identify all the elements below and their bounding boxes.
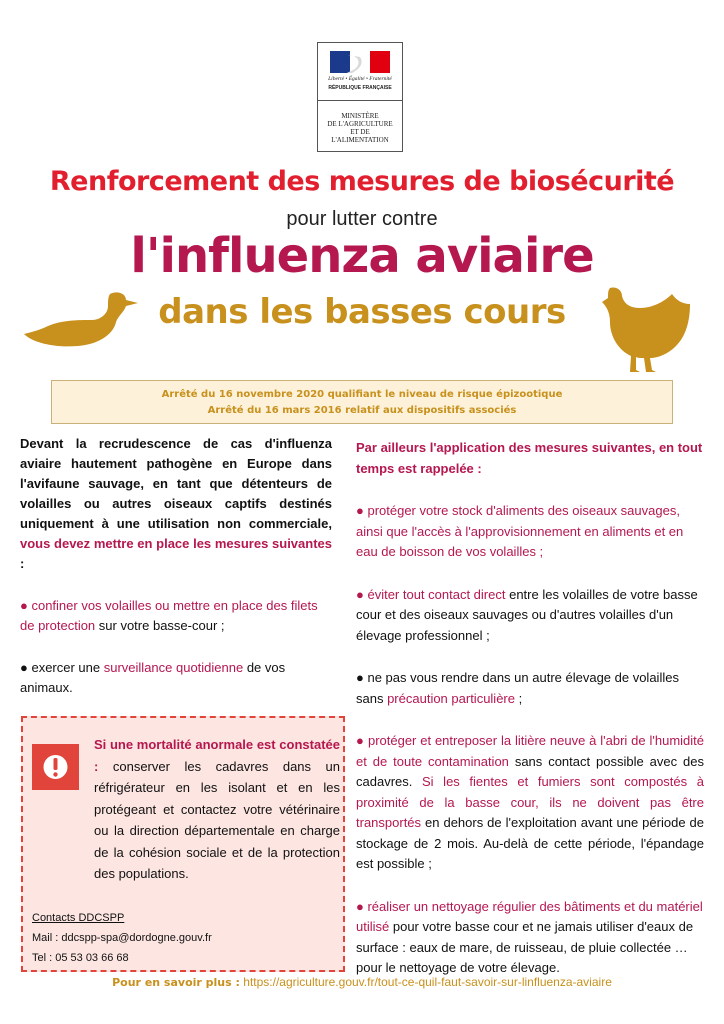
left-intro-highlight: vous devez mettre en place les mesures suivantes: [20, 536, 332, 551]
contacts-title: Contacts DDCSPP: [32, 912, 125, 924]
right-item-3: [356, 668, 704, 709]
hen-icon: [600, 286, 692, 374]
decree-line-1: Arrêté du 16 novembre 2020 qualifiant le niveau de risque épizootique: [161, 389, 563, 400]
right-item-4-text-2: en dehors de l'exploitation avant une période de stockage de 2 mois. Au-delà de cette période, l'épandage est possible ;: [356, 815, 704, 871]
title-subtitle: pour lutter contre: [286, 208, 438, 230]
ministry-logo: [317, 42, 403, 152]
decree-line-2: Arrêté du 16 mars 2016 relatif aux dispositifs associés: [207, 405, 517, 416]
right-intro: Par ailleurs l'application des mesures suivantes, en tout temps est rappelée :: [356, 440, 703, 476]
alert-title: Si une mortalité anormale est constatée :: [94, 737, 340, 774]
right-column: [356, 438, 704, 1001]
title-backyards: dans les basses cours: [158, 292, 566, 332]
left-item-2-text: ● exercer une: [20, 660, 104, 675]
ministry-name: [318, 101, 402, 144]
right-item-4: [356, 731, 704, 875]
decree-box: [51, 380, 673, 424]
footer-label: Pour en savoir plus :: [112, 976, 240, 989]
left-item-1: [20, 596, 332, 636]
ministry-line: ET DE: [350, 128, 370, 136]
footer: [0, 975, 724, 989]
right-item-5-text: pour votre basse cour et ne jamais utiliser d'eaux de surface : eaux de mare, de ruisseau, de pluie collectée … pour le nettoyage de votre élevage.: [356, 919, 694, 975]
right-item-5: [356, 897, 704, 979]
right-item-3-highlight: précaution particulière: [387, 690, 515, 706]
title-influenza: l'influenza aviaire: [130, 228, 594, 284]
right-item-3-end: ;: [514, 690, 523, 706]
alert-text: [94, 734, 340, 885]
left-item-2-highlight: surveillance quotidienne: [103, 660, 244, 675]
exclamation-icon: [32, 744, 79, 790]
right-item-4-text-1: sans contact possible avec des cadavres.: [356, 753, 704, 789]
ministry-line: DE L'AGRICULTURE: [327, 120, 393, 128]
marianne-block: [318, 43, 402, 101]
ministry-line: L'ALIMENTATION: [331, 136, 389, 144]
right-item-2-text: entre les volailles de votre basse cour et des oiseaux sauvages ou d'autres volailles d'un élevage professionnel ;: [356, 586, 698, 643]
left-intro-end: :: [20, 556, 25, 571]
footer-link[interactable]: https://agriculture.gouv.fr/tout-ce-quil-faut-savoir-sur-linfluenza-aviaire: [243, 975, 612, 989]
left-column: [20, 434, 332, 720]
right-item-4-highlight-2: Si les fientes et fumiers sont compostés à proximité de la basse cour, ils ne doivent pas être transportés: [356, 774, 704, 830]
right-item-2-highlight: ● éviter tout contact direct: [356, 586, 506, 602]
left-item-1-text: sur votre basse-cour ;: [95, 618, 225, 633]
left-intro-text: Devant la recrudescence de cas d'influenza aviaire hautement pathogène en Europe dans l'avifaune sauvage, en tant que détenteurs de volailles ou autres oiseaux captifs destinés uniquement à une utilisation non commerciale,: [20, 436, 332, 531]
contacts-block: [32, 908, 212, 968]
right-item-4-highlight-1: ● protéger et entreposer la litière neuve à l'abri de l'humidité et de toute contamination: [356, 733, 704, 769]
title-biosecurity: Renforcement des mesures de biosécurité: [49, 166, 675, 197]
left-item-2-end: de vos animaux.: [20, 660, 286, 695]
right-item-2: [356, 585, 704, 647]
contact-mail[interactable]: Mail : ddcspp-spa@dordogne.gouv.fr: [32, 932, 212, 944]
marianne-flag-icon: [330, 51, 390, 73]
alert-body: conserver les cadavres dans un réfrigérateur en les isolant et en les protégeant et contactez votre vétérinaire ou la direction départementale en charge de la cohésion sociale et de la protection des populations.: [94, 758, 340, 881]
left-intro: [20, 434, 332, 574]
left-item-2: [20, 658, 332, 698]
ministry-line: MINISTÈRE: [341, 112, 379, 120]
alert-box: [21, 716, 345, 972]
right-item-5-highlight: ● réaliser un nettoyage régulier des bâtiments et du matériel utilisé: [356, 898, 703, 934]
motto: Liberté • Égalité • Fraternité: [328, 76, 392, 82]
duck-icon: [22, 290, 140, 348]
left-item-1-highlight: ● confiner vos volailles ou mettre en place des filets de protection: [20, 598, 318, 633]
right-item-3-text: ● ne pas vous rendre dans un autre élevage de volailles sans: [356, 670, 679, 706]
right-item-1: ● protéger votre stock d'aliments des oiseaux sauvages, ainsi que l'accès à l'approvisionnement en aliments et en eau de boisson de vos volailles ;: [356, 503, 684, 559]
contact-phone[interactable]: Tel : 05 53 03 66 68: [32, 952, 129, 964]
republic-label: RÉPUBLIQUE FRANÇAISE: [328, 85, 392, 91]
